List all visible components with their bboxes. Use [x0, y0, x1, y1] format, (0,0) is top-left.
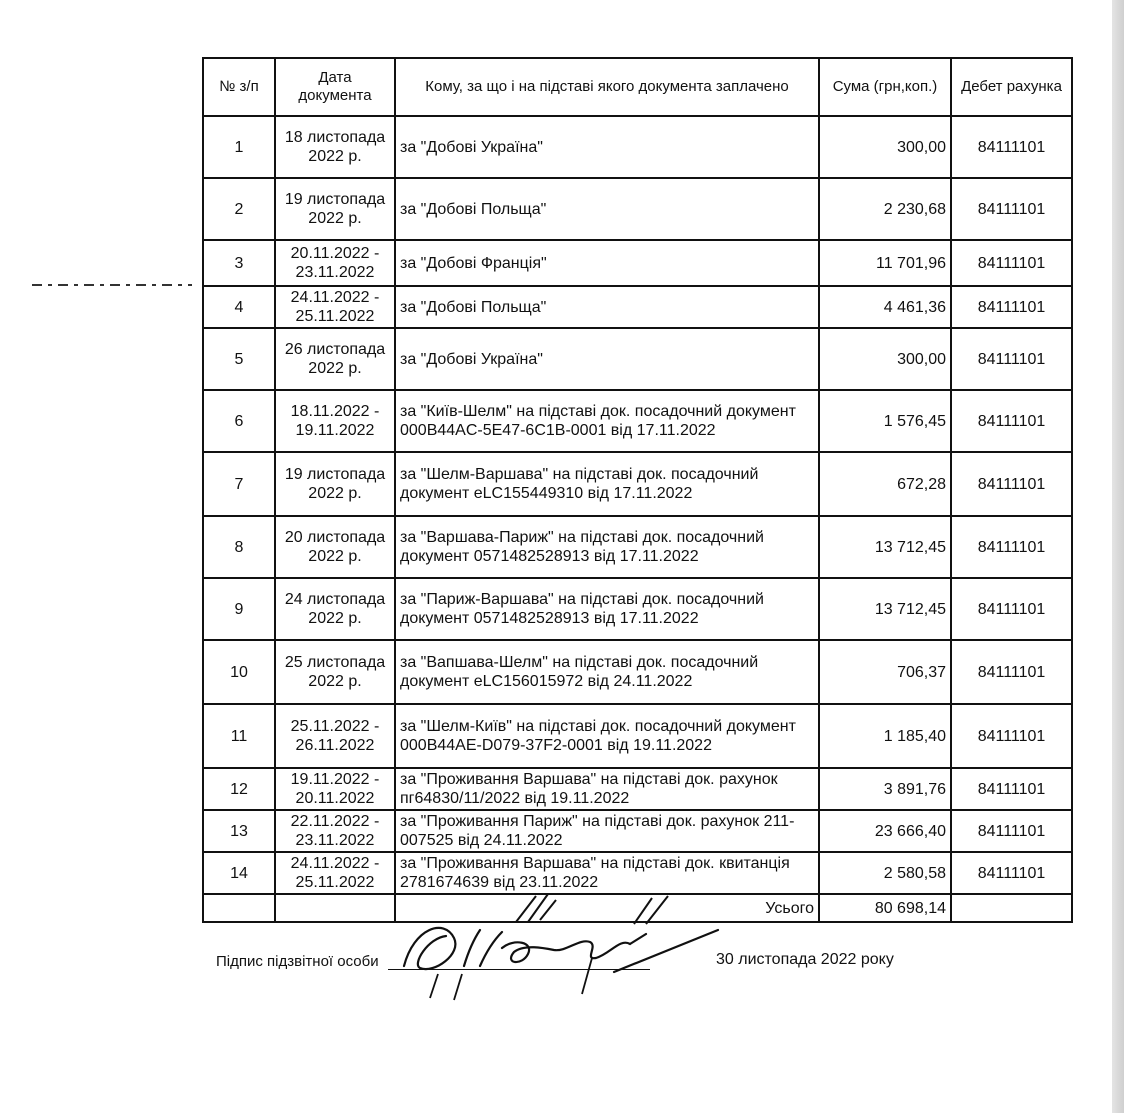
row-sum: 300,00 — [819, 116, 951, 178]
row-num: 7 — [203, 452, 275, 516]
page-edge — [1112, 0, 1124, 1113]
row-num: 12 — [203, 768, 275, 810]
row-desc: за "Добові Україна" — [395, 328, 819, 390]
margin-mark — [32, 284, 192, 286]
row-date: 24 листопада 2022 р. — [275, 578, 395, 640]
row-date: 18 листопада 2022 р. — [275, 116, 395, 178]
handwritten-signature — [384, 908, 724, 1004]
table-row — [203, 810, 1072, 852]
row-account: 84111101 — [951, 178, 1072, 240]
row-sum: 300,00 — [819, 328, 951, 390]
row-num: 3 — [203, 240, 275, 286]
row-desc: за "Добові Франція" — [395, 240, 819, 286]
row-sum: 11 701,96 — [819, 240, 951, 286]
row-date: 20 листопада 2022 р. — [275, 516, 395, 578]
report-date: 30 листопада 2022 року — [716, 951, 894, 968]
row-num: 11 — [203, 704, 275, 768]
table-row — [203, 390, 1072, 452]
row-account: 84111101 — [951, 578, 1072, 640]
row-sum: 13 712,45 — [819, 516, 951, 578]
table-row — [203, 704, 1072, 768]
table-header-row — [203, 58, 1072, 116]
row-date: 22.11.2022 - 23.11.2022 — [275, 810, 395, 852]
row-sum: 23 666,40 — [819, 810, 951, 852]
row-date: 24.11.2022 - 25.11.2022 — [275, 852, 395, 894]
row-num: 10 — [203, 640, 275, 704]
table-row — [203, 516, 1072, 578]
row-num: 14 — [203, 852, 275, 894]
table-row — [203, 578, 1072, 640]
row-date: 26 листопада 2022 р. — [275, 328, 395, 390]
row-account: 84111101 — [951, 116, 1072, 178]
row-sum: 2 580,58 — [819, 852, 951, 894]
row-desc: за "Шелм-Варшава" на підставі док. посадочний документ eLC155449310 від 17.11.2022 — [395, 452, 819, 516]
row-account: 84111101 — [951, 516, 1072, 578]
table-row — [203, 640, 1072, 704]
row-date: 25.11.2022 - 26.11.2022 — [275, 704, 395, 768]
header-desc: Кому, за що і на підставі якого документа заплачено — [395, 58, 819, 116]
row-account: 84111101 — [951, 286, 1072, 328]
row-account: 84111101 — [951, 810, 1072, 852]
total-empty-1 — [203, 894, 275, 922]
table-row — [203, 178, 1072, 240]
row-date: 19 листопада 2022 р. — [275, 178, 395, 240]
header-account: Дебет рахунка — [951, 58, 1072, 116]
row-desc: за "Проживання Варшава" на підставі док. рахунок пг64830/11/2022 від 19.11.2022 — [395, 768, 819, 810]
row-date: 19 листопада 2022 р. — [275, 452, 395, 516]
row-desc: за "Вапшава-Шелм" на підставі док. посадочний документ eLC156015972 від 24.11.2022 — [395, 640, 819, 704]
row-desc: за "Шелм-Київ" на підставі док. посадочний документ 000B44AE-D079-37F2-0001 від 19.11.2022 — [395, 704, 819, 768]
header-date: Дата документа — [275, 58, 395, 116]
row-account: 84111101 — [951, 640, 1072, 704]
row-desc: за "Добові Польща" — [395, 286, 819, 328]
row-sum: 1 185,40 — [819, 704, 951, 768]
row-date: 18.11.2022 - 19.11.2022 — [275, 390, 395, 452]
row-date: 20.11.2022 - 23.11.2022 — [275, 240, 395, 286]
total-sum: 80 698,14 — [819, 894, 951, 922]
table-row — [203, 240, 1072, 286]
table-row — [203, 328, 1072, 390]
row-num: 9 — [203, 578, 275, 640]
row-date: 24.11.2022 - 25.11.2022 — [275, 286, 395, 328]
row-desc: за "Добові Україна" — [395, 116, 819, 178]
row-sum: 13 712,45 — [819, 578, 951, 640]
row-sum: 2 230,68 — [819, 178, 951, 240]
row-account: 84111101 — [951, 240, 1072, 286]
table-row — [203, 452, 1072, 516]
table-row — [203, 768, 1072, 810]
row-desc: за "Київ-Шелм" на підставі док. посадочний документ 000B44AC-5E47-6C1B-0001 від 17.11.2022 — [395, 390, 819, 452]
row-num: 13 — [203, 810, 275, 852]
row-account: 84111101 — [951, 768, 1072, 810]
row-num: 1 — [203, 116, 275, 178]
header-sum: Сума (грн,коп.) — [819, 58, 951, 116]
signature-label: Підпис підзвітної особи — [216, 953, 379, 970]
row-account: 84111101 — [951, 704, 1072, 768]
row-num: 2 — [203, 178, 275, 240]
total-label: Усього — [395, 894, 819, 922]
row-num: 5 — [203, 328, 275, 390]
row-desc: за "Добові Польща" — [395, 178, 819, 240]
row-desc: за "Париж-Варшава" на підставі док. посадочний документ 0571482528913 від 17.11.2022 — [395, 578, 819, 640]
row-account: 84111101 — [951, 328, 1072, 390]
header-num: № з/п — [203, 58, 275, 116]
row-num: 4 — [203, 286, 275, 328]
row-sum: 3 891,76 — [819, 768, 951, 810]
table-row — [203, 116, 1072, 178]
total-empty-3 — [951, 894, 1072, 922]
row-date: 19.11.2022 - 20.11.2022 — [275, 768, 395, 810]
row-account: 84111101 — [951, 390, 1072, 452]
row-sum: 1 576,45 — [819, 390, 951, 452]
row-sum: 4 461,36 — [819, 286, 951, 328]
row-desc: за "Проживання Париж" на підставі док. рахунок 211-007525 від 24.11.2022 — [395, 810, 819, 852]
row-desc: за "Варшава-Париж" на підставі док. посадочний документ 0571482528913 від 17.11.2022 — [395, 516, 819, 578]
table-row — [203, 286, 1072, 328]
row-date: 25 листопада 2022 р. — [275, 640, 395, 704]
row-account: 84111101 — [951, 452, 1072, 516]
expense-table — [202, 57, 1073, 923]
row-desc: за "Проживання Варшава" на підставі док. квитанція 2781674639 від 23.11.2022 — [395, 852, 819, 894]
row-num: 6 — [203, 390, 275, 452]
row-sum: 672,28 — [819, 452, 951, 516]
row-account: 84111101 — [951, 852, 1072, 894]
table-row — [203, 852, 1072, 894]
total-empty-2 — [275, 894, 395, 922]
row-num: 8 — [203, 516, 275, 578]
row-sum: 706,37 — [819, 640, 951, 704]
